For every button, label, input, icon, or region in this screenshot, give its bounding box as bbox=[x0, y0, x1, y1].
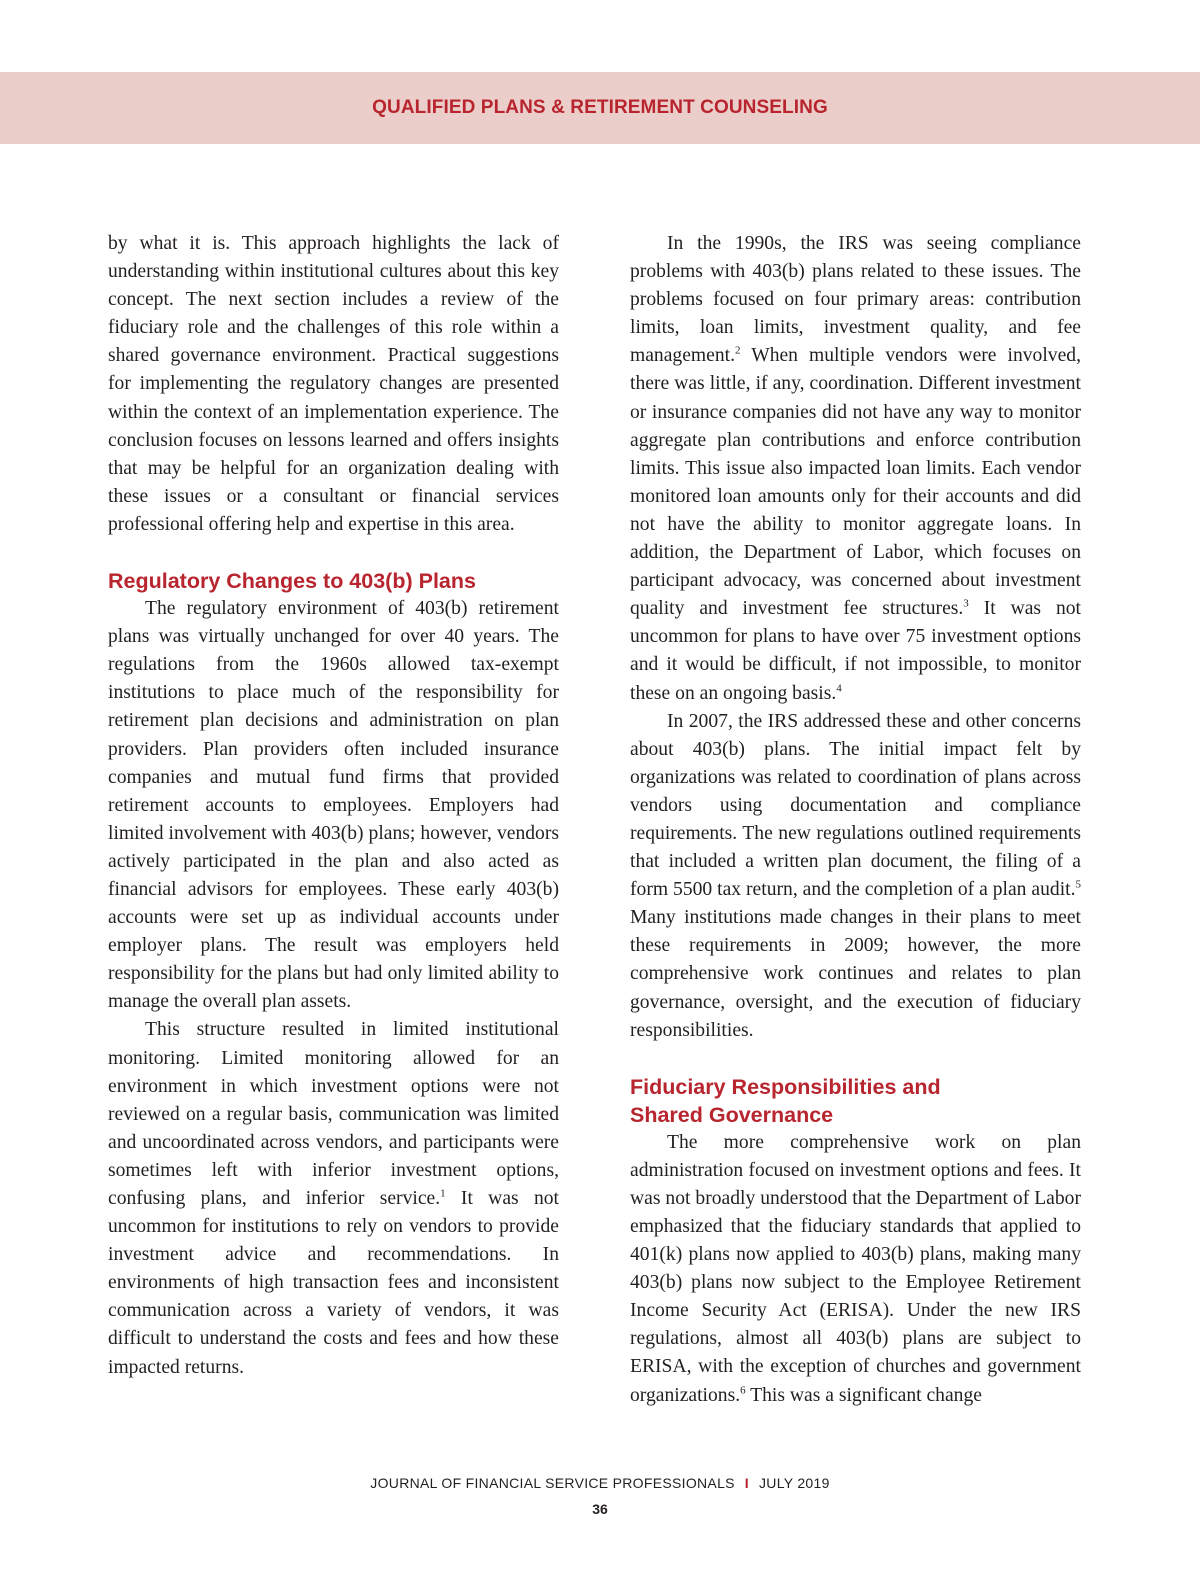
left-paragraph-3 bbox=[108, 1016, 559, 1381]
page-number: 36 bbox=[592, 1501, 608, 1517]
left-paragraph-2: The regulatory environment of 403(b) retirement plans was virtually unchanged for over 40 years. The regulations from the 1960s allowed tax-exempt institutions to place much of the responsibility for retirement plan decisions and administration on plan providers. Plan providers often included insurance companies and mutual fund firms that provided retirement accounts to employees. Employers had limited involvement with 403(b) plans; however, vendors actively participated in the plan and also acted as financial advisors for employees. These early 403(b) accounts were set up as individual accounts under employer plans. The result was employers held responsibility for the plans but had only limited ability to manage the overall plan assets. bbox=[108, 598, 559, 1013]
section-heading-fiduciary bbox=[630, 1073, 1081, 1129]
right-column bbox=[630, 230, 1081, 1410]
right-paragraph-3-text-b: This was a significant change bbox=[745, 1384, 982, 1406]
right-paragraph-1 bbox=[630, 230, 1081, 708]
section-heading-fiduciary-line-1: Fiduciary Responsibilities and bbox=[630, 1074, 941, 1099]
right-paragraph-2 bbox=[630, 708, 1081, 1045]
footnote-ref-6[interactable]: 6 bbox=[740, 1384, 746, 1397]
footnote-ref-5[interactable]: 5 bbox=[1075, 878, 1081, 891]
right-paragraph-2-text-a: In 2007, the IRS addressed these and other concerns about 403(b) plans. The initial impact felt by organizations was related to coordination of plans across vendors using documentation and compliance requirements. The new regulations outlined requirements that included a written plan document, the filing of a form 5500 tax return, and the completion of a plan audit. bbox=[630, 710, 1081, 901]
running-footer bbox=[0, 1475, 1200, 1491]
left-column bbox=[108, 230, 559, 1382]
section-heading-regulatory-changes: Regulatory Changes to 403(b) Plans bbox=[108, 569, 476, 594]
left-paragraph-3-text-b: It was not uncommon for institutions to rely on vendors to provide investment advice and recommendations. In environments of high transaction fees and inconsistent communication across a variety of vendors, it was difficult to understand the costs and fees and how these impacted returns. bbox=[108, 1188, 559, 1378]
left-paragraph-1: by what it is. This approach highlights the lack of understanding within institutional cultures about this key concept. The next section includes a review of the fiduciary role and the challenges of this role within a shared governance environment. Practical suggestions for implementing the regulatory changes are presented within the context of an implementation experience. The conclusion focuses on lessons learned and offers insights that may be helpful for an organization dealing with these issues or a consultant or financial services professional offering help and expertise in this area. bbox=[108, 233, 559, 535]
right-paragraph-3-text-a: The more comprehensive work on plan administration focused on investment options and fees. It was not broadly understood that the Department of Labor emphasized that the fiduciary standards that applied to 401(k) plans now applied to 403(b) plans, making many 403(b) plans now subject to the Employee Retirement Income Security Act (ERISA). Under the new IRS regulations, almost all 403(b) plans are subject to ERISA, with the exception of churches and government organizations. bbox=[630, 1131, 1081, 1406]
right-paragraph-2-text-b: Many institutions made changes in their plans to meet these requirements in 2009; however, the more comprehensive work continues and relates to plan governance, oversight, and the execution of fiduciary responsibilities. bbox=[630, 907, 1081, 1041]
section-heading-fiduciary-line-2: Shared Governance bbox=[630, 1102, 834, 1127]
right-paragraph-1-text-b: When multiple vendors were involved, there was little, if any, coordination. Different investment or insurance companies did not have any way to monitor aggregate plan contributions and enforce contribution limits. This issue also impacted loan limits. Each vendor monitored loan amounts only for their accounts and did not have the ability to monitor aggregate loans. In addition, the Department of Labor, which focuses on participant advocacy, was concerned about investment quality and investment fee structures. bbox=[630, 345, 1081, 620]
footnote-ref-4[interactable]: 4 bbox=[836, 681, 842, 694]
right-paragraph-3 bbox=[630, 1129, 1081, 1410]
running-header-title: QUALIFIED PLANS & RETIREMENT COUNSELING bbox=[372, 97, 828, 118]
footer-separator: I bbox=[744, 1475, 749, 1491]
left-paragraph-3-text-a: This structure resulted in limited institutional monitoring. Limited monitoring allowed for an environment in which investment options were not reviewed on a regular basis, communication was limited and uncoordinated across vendors, and participants were sometimes left with inferior investment options, confusing plans, and inferior service. bbox=[108, 1019, 559, 1209]
footnote-ref-3[interactable]: 3 bbox=[963, 597, 969, 610]
footnote-ref-1[interactable]: 1 bbox=[440, 1187, 446, 1200]
right-paragraph-1-text-a: In the 1990s, the IRS was seeing compliance problems with 403(b) plans related to these issues. The problems focused on four primary areas: contribution limits, loan limits, investment quality, and fee management. bbox=[630, 233, 1081, 367]
right-paragraph-1-text-c: It was not uncommon for plans to have over 75 investment options and it would be difficult, if not impossible, to monitor these on an ongoing basis. bbox=[630, 598, 1081, 704]
footer-journal-name: JOURNAL OF FINANCIAL SERVICE PROFESSIONALS bbox=[370, 1475, 735, 1491]
footnote-ref-2[interactable]: 2 bbox=[735, 344, 741, 357]
footer-date: JULY 2019 bbox=[759, 1475, 830, 1491]
